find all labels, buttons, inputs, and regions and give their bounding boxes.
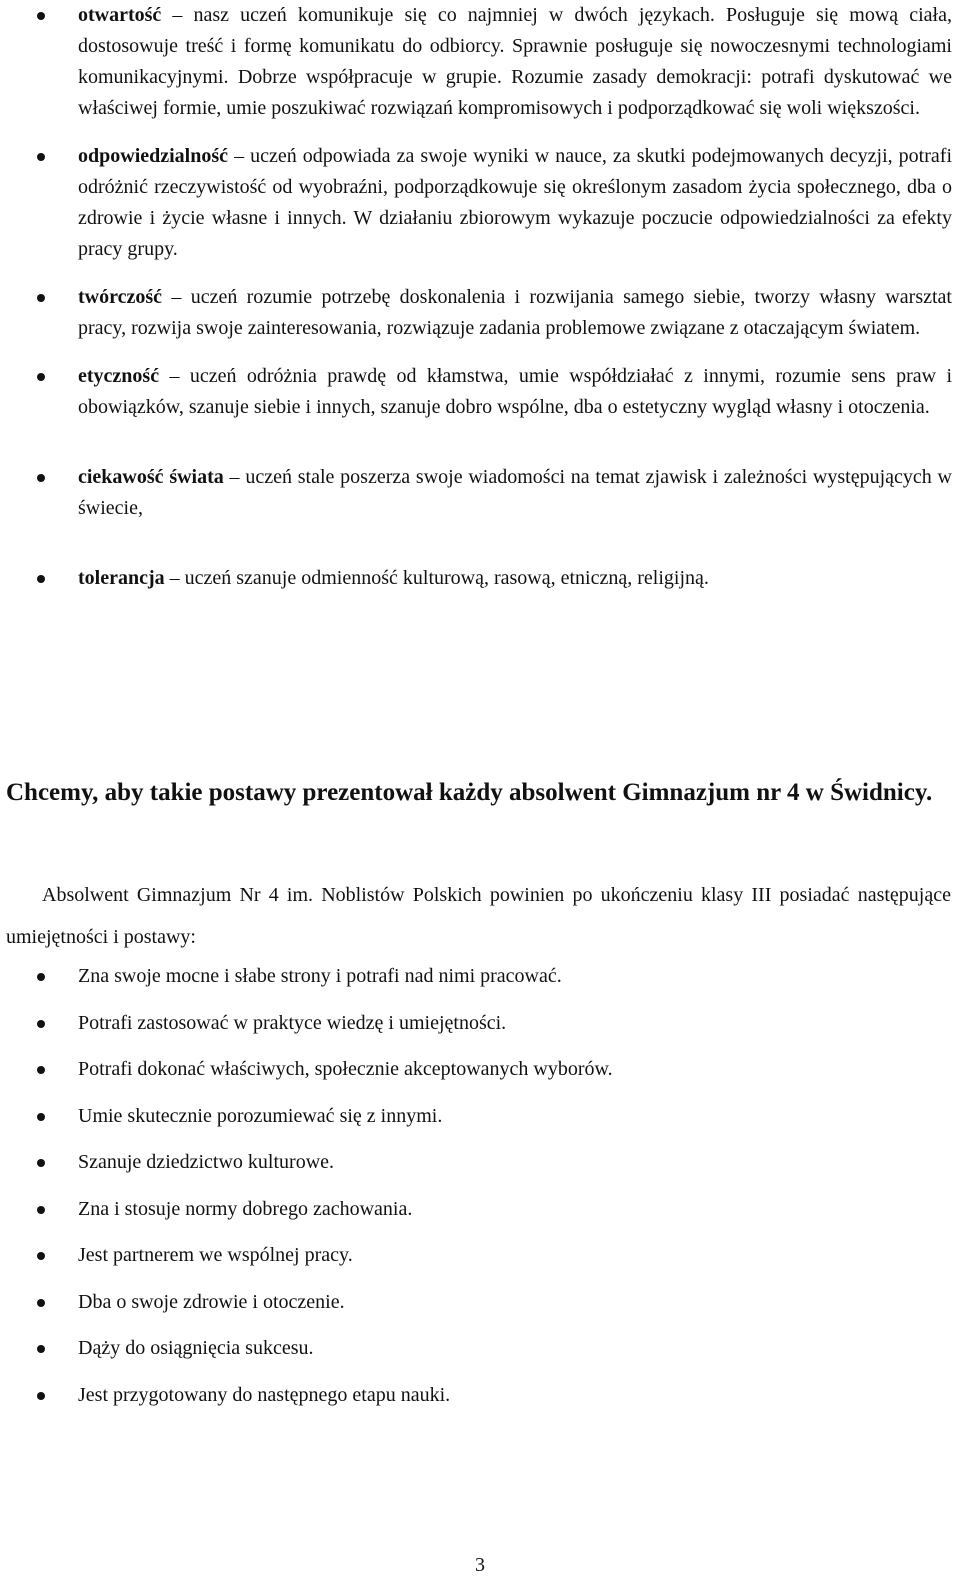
bullet-icon — [37, 1066, 45, 1074]
bullet-icon — [37, 1345, 45, 1353]
bullet-icon — [37, 12, 45, 20]
skill-text: Dąży do osiągnięcia sukcesu. — [78, 1337, 314, 1359]
value-term: ciekawość świata — [78, 466, 224, 488]
bullet-icon — [37, 1252, 45, 1260]
bullet-icon — [37, 1113, 45, 1121]
skill-text: Szanuje dziedzictwo kulturowe. — [78, 1151, 335, 1173]
list-item — [0, 1194, 960, 1225]
skill-text: Jest przygotowany do następnego etapu nauki. — [78, 1383, 451, 1406]
bullet-icon — [37, 153, 45, 161]
bullet-icon — [37, 575, 45, 583]
list-item — [0, 1101, 960, 1132]
list-item — [0, 1147, 960, 1178]
list-item — [0, 141, 960, 265]
skill-text: Zna i stosuje normy dobrego zachowania. — [78, 1197, 413, 1220]
skill-text: Umie skutecznie porozumiewać się z innymi. — [78, 1104, 443, 1127]
value-term: otwartość — [78, 4, 162, 26]
value-description: – uczeń szanuje odmienność kulturową, rasową, etniczną, religijną. — [164, 567, 709, 589]
skill-text: Jest partnerem we wspólnej pracy. — [78, 1244, 353, 1266]
skills-list — [0, 961, 960, 1426]
list-item — [0, 0, 960, 124]
value-description: – uczeń rozumie potrzebę doskonalenia i rozwijania samego siebie, tworzy własny warsztat pracy, rozwija swoje zainteresowania, rozwiązuje zadania problemowe związane z otaczającym światem. — [78, 286, 952, 339]
value-description: – uczeń stale poszerza swoje wiadomości na temat zjawisk i zależności występujących w świecie, — [78, 466, 952, 519]
list-item — [0, 1054, 960, 1085]
values-list — [0, 0, 960, 611]
list-item — [0, 1380, 960, 1411]
bullet-icon — [37, 373, 45, 381]
list-item — [0, 1287, 960, 1318]
bullet-icon — [37, 973, 45, 981]
skill-text: Potrafi zastosować w praktyce wiedzę i umiejętności. — [78, 1011, 507, 1034]
list-item — [0, 282, 960, 344]
bullet-icon — [37, 1159, 45, 1167]
bullet-icon — [37, 1299, 45, 1307]
value-term: twórczość — [78, 286, 163, 308]
list-item — [0, 1240, 960, 1271]
bullet-icon — [37, 1206, 45, 1214]
value-term: etyczność — [78, 365, 160, 387]
intro-paragraph: Absolwent Gimnazjum Nr 4 im. Noblistów Polskich powinien po ukończeniu klasy III posiadać następujące umiejętności i postawy: — [6, 884, 951, 948]
value-description: – uczeń odpowiada za swoje wyniki w nauce, za skutki podejmowanych decyzji, potrafi odróżnić rzeczywistość od wyobraźni, podporządkowuje się określonym zasadom życia społecznego, dba o zdrowie i życie własne i innych. W działaniu zbiorowym wykazuje poczucie odpowiedzialności za efekty pracy grupy. — [78, 145, 952, 260]
list-item — [0, 961, 960, 992]
page-number: 3 — [475, 1554, 485, 1576]
skill-text: Potrafi dokonać właściwych, społecznie akceptowanych wyborów. — [78, 1058, 613, 1080]
bullet-icon — [37, 474, 45, 482]
section-heading: Chcemy, aby takie postawy prezentował każdy absolwent Gimnazjum nr 4 w Świdnicy. — [6, 779, 933, 806]
list-item — [0, 1008, 960, 1039]
list-item — [0, 1333, 960, 1364]
bullet-icon — [37, 294, 45, 302]
skill-text: Dba o swoje zdrowie i otoczenie. — [78, 1290, 345, 1313]
value-term: odpowiedzialność — [78, 145, 229, 167]
list-item — [0, 361, 960, 423]
bullet-icon — [37, 1392, 45, 1400]
value-description: – uczeń odróżnia prawdę od kłamstwa, umie współdziałać z innymi, rozumie sens praw i obowiązków, szanuje siebie i innych, szanuje dobro wspólne, dba o estetyczny wygląd własny i otoczenia. — [78, 365, 952, 418]
skill-text: Zna swoje mocne i słabe strony i potrafi nad nimi pracować. — [78, 965, 562, 987]
list-item — [0, 462, 960, 524]
value-description: – nasz uczeń komunikuje się co najmniej w dwóch językach. Posługuje się mową ciała, dostosowuje treść i formę komunikatu do odbiorcy. Sprawnie posługuje się nowoczesnymi technologiami komunikacyjnymi. Dobrze współpracuje w grupie. Rozumie zasady demokracji: potrafi dyskutować we właściwej formie, umie poszukiwać rozwiązań kompromisowych i podporządkować się woli większości. — [78, 4, 952, 119]
bullet-icon — [37, 1020, 45, 1028]
list-item — [0, 563, 960, 594]
value-term: tolerancja — [78, 567, 165, 589]
